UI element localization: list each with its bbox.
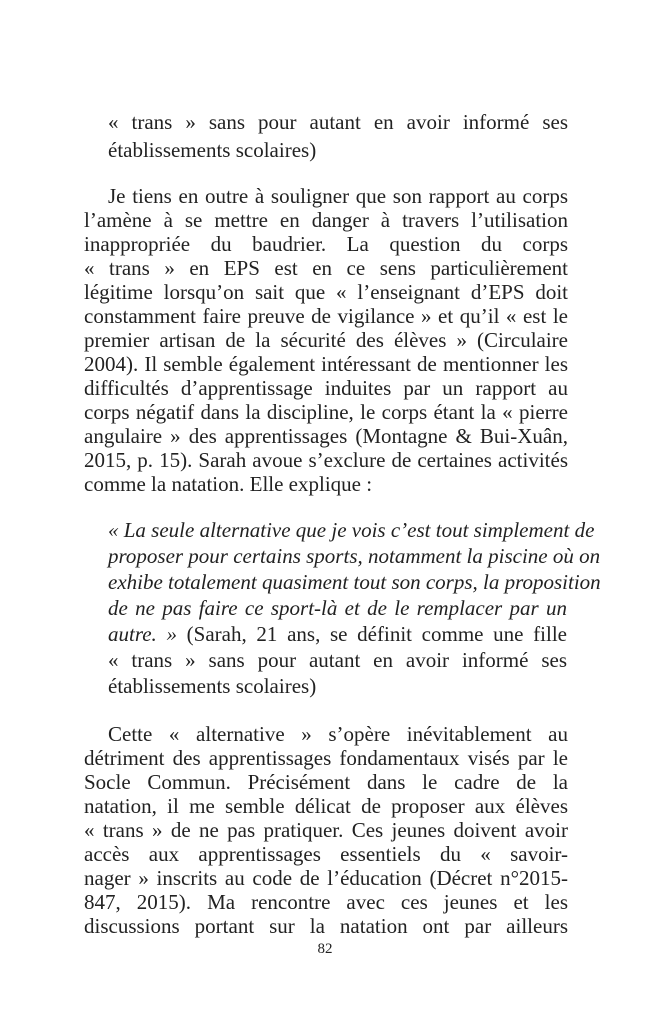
text-line: discussions portant sur la natation ont par ailleurs <box>84 914 568 938</box>
quote-line: exhibe totalement quasiment tout son corps, la proposition <box>108 570 601 594</box>
text-line: 2015, p. 15). Sarah avoue s’exclure de certaines activités <box>84 448 568 472</box>
text-line: corps négatif dans la discipline, le corps étant la « pierre <box>84 400 568 424</box>
text-line: inappropriée du baudrier. La question du corps <box>84 232 568 256</box>
quote-end-italic: autre. » <box>108 622 177 646</box>
quote-line: établissements scolaires) <box>108 674 317 698</box>
text-line: établissements scolaires) <box>108 138 317 162</box>
text-line: « trans » en EPS est en ce sens particulièrement <box>84 256 568 280</box>
text-line: légitime lorsqu’on sait que « l’enseignant d’EPS doit <box>84 280 568 304</box>
text-line: difficultés d’apprentissage induites par un rapport au <box>84 376 568 400</box>
quote-line <box>108 622 567 646</box>
text-line: angulaire » des apprentissages (Montagne & Bui-Xuân, <box>84 424 568 448</box>
quote-line: de ne pas faire ce sport-là et de le remplacer par un <box>108 596 567 620</box>
text-line: natation, il me semble délicat de proposer aux élèves <box>84 794 568 818</box>
text-line: constamment faire preuve de vigilance » et qu’il « est le <box>84 304 568 328</box>
text-line: l’amène à se mettre en danger à travers l’utilisation <box>84 208 568 232</box>
text-line: premier artisan de la sécurité des élèves » (Circulaire <box>84 328 568 352</box>
text-line: accès aux apprentissages essentiels du « savoir- <box>84 842 568 866</box>
text-line: Je tiens en outre à souligner que son rapport au corps <box>108 184 568 208</box>
quote-attribution: (Sarah, 21 ans, se définit comme une fille <box>176 622 567 646</box>
text-line: « trans » sans pour autant en avoir informé ses <box>108 110 568 134</box>
text-line: « trans » de ne pas pratiquer. Ces jeunes doivent avoir <box>84 818 568 842</box>
text-line: Socle Commun. Précisément dans le cadre de la <box>84 770 568 794</box>
text-line: 847, 2015). Ma rencontre avec ces jeunes et les <box>84 890 568 914</box>
text-line: détriment des apprentissages fondamentaux visés par le <box>84 746 568 770</box>
quote-line: « La seule alternative que je vois c’est tout simplement de <box>108 518 595 542</box>
text-line: 2004). Il semble également intéressant de mentionner les <box>84 352 568 376</box>
quote-line: proposer pour certains sports, notamment la piscine où on <box>108 544 601 568</box>
text-line: comme la natation. Elle explique : <box>84 472 373 496</box>
quote-line: « trans » sans pour autant en avoir informé ses <box>108 648 567 672</box>
text-line: Cette « alternative » s’opère inévitablement au <box>108 722 568 746</box>
page-number: 82 <box>317 941 333 957</box>
text-line: nager » inscrits au code de l’éducation (Décret n°2015- <box>84 866 568 890</box>
